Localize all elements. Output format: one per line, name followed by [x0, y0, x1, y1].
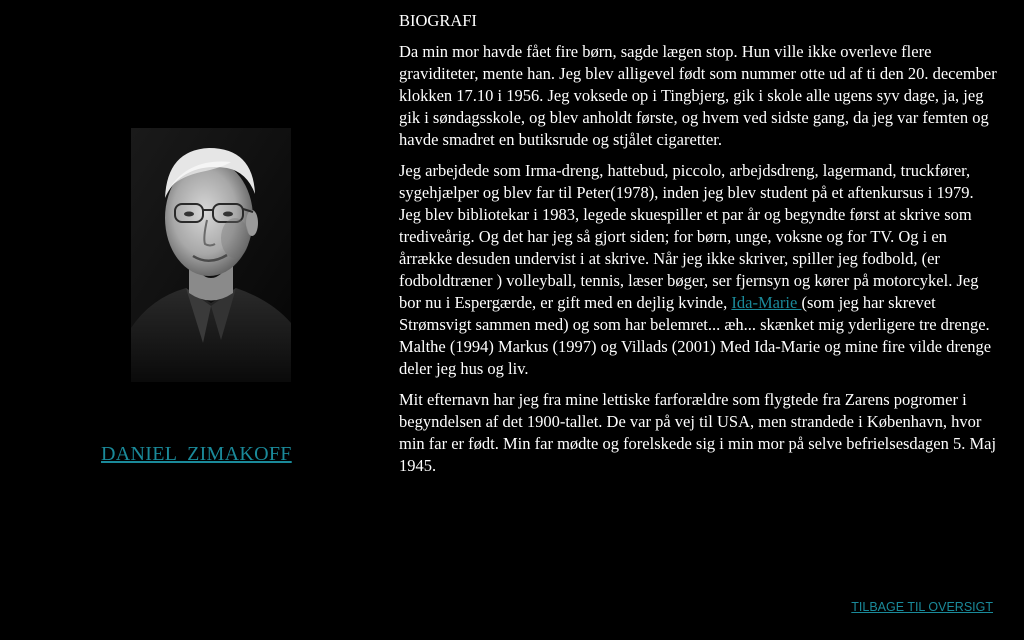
bio-paragraph-text: (som jeg har skrevet Strømsvigt sammen med) og som har belemret... æh... skænket mig yderligere tre drenge. Malthe (1994) Markus (1997) og Villads (2001) Med Ida-Marie og mine fire vilde drenge deler jeg hus og liv. [399, 293, 992, 378]
author-name-link[interactable]: DANIEL ZIMAKOFF [101, 443, 292, 465]
bio-paragraph-text: Jeg arbejdede som Irma-dreng, hattebud, piccolo, arbejdsdreng, lagermand, truckfører, sygehjælper og blev far til Peter(1978), inden jeg blev student på et aftenkursus i 1979. Jeg blev bibliotekar i 1983, legede skuespiller et par år og begyndte først at skrive som trediveårig. Og det har jeg så gjort siden; for børn, unge, voksne og for TV. Og i en årrække desuden undervist i at skrive. Når jeg ikke skriver, spiller jeg fodbold, (er fodboldtræner ) volleyball, tennis, læser bøger, ser fjernsyn og kører på motorcykel. Jeg bor nu i Espergærde, er gift med en dejlig kvinde, [399, 161, 979, 312]
bio-paragraph: Mit efternavn har jeg fra mine lettiske farforældre som flygtede fra Zarens pogromer i begyndelsen af det 1900-tallet. De var på vej til USA, men strandede i København, hvor min far er født. Min far mødte og forelskede sig i min mor på selve befrielsesdagen 5. Maj 1945. [399, 390, 997, 475]
bio-paragraph: Da min mor havde fået fire børn, sagde lægen stop. Hun ville ikke overleve flere graviditeter, mente han. Jeg blev alligevel født som nummer otte ud af ti den 20. december klokken 17.10 i 1956. Jeg voksede op i Tingbjerg, gik i skole alle ugens syv dage, ja, jeg gik i søndagsskole, og blev anholdt første, og hvem ved sidste gang, da jeg var femten og havde smadret en butiksrude og stjålet cigaretter. [399, 42, 997, 149]
back-to-overview-link[interactable]: TILBAGE TIL OVERSIGT [851, 600, 993, 614]
author-portrait-photo-icon [131, 128, 291, 382]
bio-paragraph [399, 160, 999, 380]
bio-heading: BIOGRAFI [399, 11, 477, 30]
author-portrait [131, 128, 291, 382]
biography [399, 10, 999, 486]
ida-marie-link[interactable]: Ida-Marie [731, 293, 802, 312]
